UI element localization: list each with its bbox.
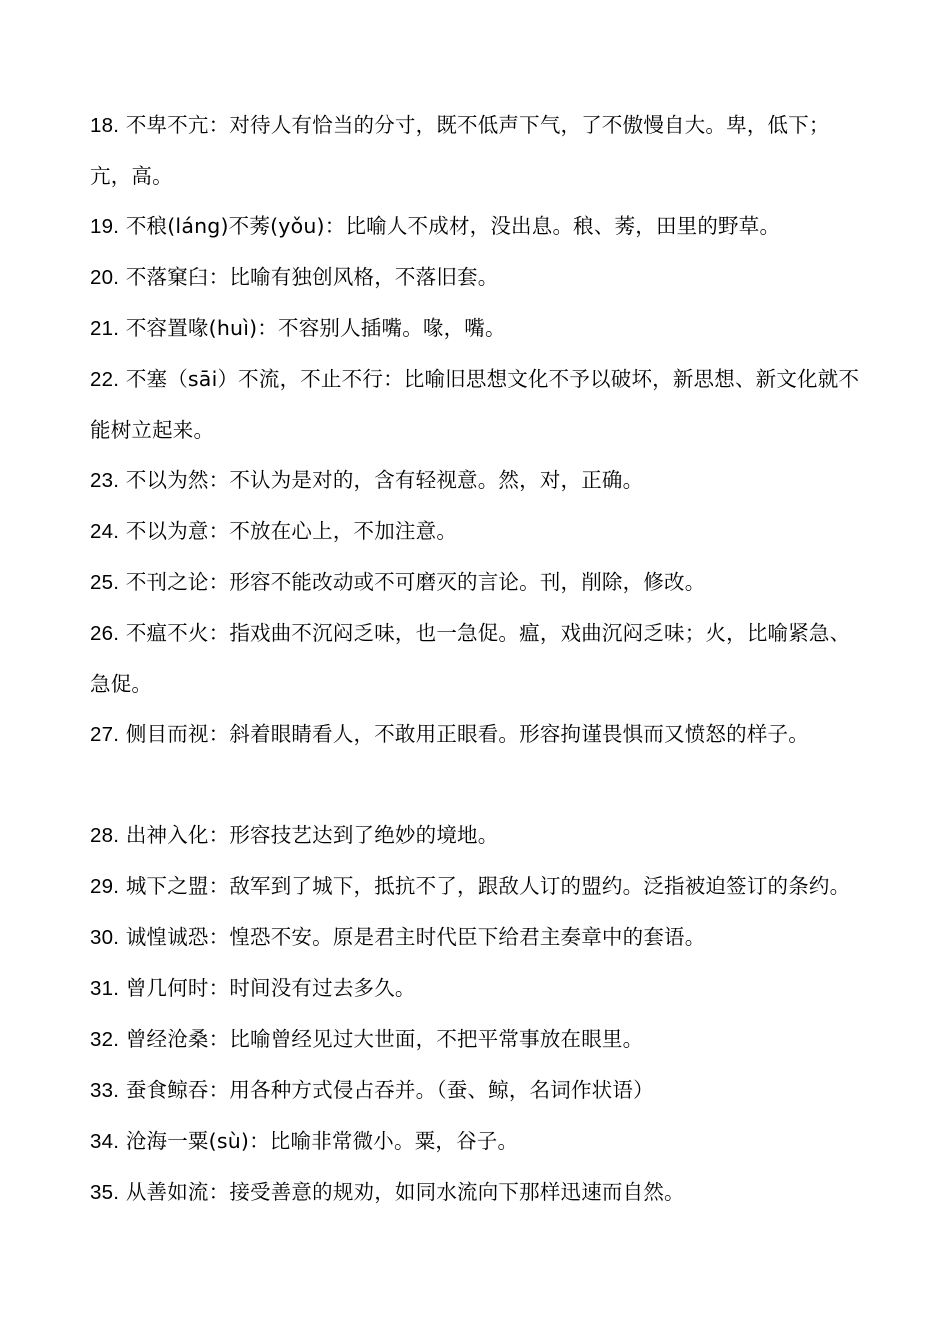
document-page xyxy=(90,100,860,1218)
entry-text: 不刊之论：形容不能改动或不可磨灭的言论。刊，削除，修改。 xyxy=(119,570,706,594)
entry-text: 不卑不亢：对待人有恰当的分寸，既不低声下气，了不傲慢自大。卑，低下；亢，高。 xyxy=(90,113,830,188)
entry-number: 27. xyxy=(90,723,120,746)
entry-text: 沧海一粟(sù)：比喻非常微小。粟，谷子。 xyxy=(119,1129,519,1153)
entry-number: 23. xyxy=(90,469,120,492)
entry-number: 32. xyxy=(90,1028,120,1051)
entry-number: 28. xyxy=(90,824,120,847)
entry-33 xyxy=(90,1065,860,1116)
entry-number: 22. xyxy=(90,368,120,391)
entry-23 xyxy=(90,455,860,506)
entry-number: 18. xyxy=(90,114,120,137)
entry-30 xyxy=(90,912,860,963)
entry-text: 不塞（sāi）不流，不止不行：比喻旧思想文化不予以破坏，新思想、新文化就不能树立起来。 xyxy=(90,367,860,442)
entry-text: 不落窠臼：比喻有独创风格，不落旧套。 xyxy=(119,265,499,289)
entry-text: 城下之盟：敌军到了城下，抵抗不了，跟敌人订的盟约。泛指被迫签订的条约。 xyxy=(119,874,851,898)
entry-21 xyxy=(90,303,860,354)
entry-text: 出神入化：形容技艺达到了绝妙的境地。 xyxy=(119,823,499,847)
entry-22 xyxy=(90,354,860,455)
entry-number: 20. xyxy=(90,266,120,289)
entry-number: 29. xyxy=(90,875,120,898)
entry-text: 曾几何时：时间没有过去多久。 xyxy=(119,976,416,1000)
entry-number: 34. xyxy=(90,1130,120,1153)
entry-32 xyxy=(90,1014,860,1065)
entry-text: 蚕食鲸吞：用各种方式侵占吞并。（蚕、鲸，名词作状语） xyxy=(119,1078,654,1102)
entry-text: 从善如流：接受善意的规劝，如同水流向下那样迅速而自然。 xyxy=(119,1180,685,1204)
entry-number: 31. xyxy=(90,977,120,1000)
entry-text: 不稂(láng)不莠(yǒu)：比喻人不成材，没出息。稂、莠，田里的野草。 xyxy=(119,214,781,238)
entry-24 xyxy=(90,506,860,557)
entry-number: 33. xyxy=(90,1079,120,1102)
entry-31 xyxy=(90,963,860,1014)
entry-number: 24. xyxy=(90,520,120,543)
entry-number: 26. xyxy=(90,622,120,645)
entry-35 xyxy=(90,1167,860,1218)
entry-number: 30. xyxy=(90,926,120,949)
entry-text: 曾经沧桑：比喻曾经见过大世面，不把平常事放在眼里。 xyxy=(119,1027,644,1051)
entry-number: 19. xyxy=(90,215,120,238)
entry-34 xyxy=(90,1116,860,1167)
entry-text: 不瘟不火：指戏曲不沉闷乏味，也一急促。瘟，戏曲沉闷乏味；火，比喻紧急、急促。 xyxy=(90,621,851,696)
entry-26 xyxy=(90,608,860,709)
entry-25 xyxy=(90,557,860,608)
entry-text: 不容置喙(huì)：不容别人插嘴。喙，嘴。 xyxy=(119,316,506,340)
entry-27 xyxy=(90,709,860,760)
entry-text: 不以为意：不放在心上，不加注意。 xyxy=(119,519,458,543)
blank-line xyxy=(90,760,860,810)
entry-number: 35. xyxy=(90,1181,120,1204)
entry-text: 不以为然：不认为是对的，含有轻视意。然，对，正确。 xyxy=(119,468,644,492)
entry-text: 侧目而视：斜着眼睛看人，不敢用正眼看。形容拘谨畏惧而又愤怒的样子。 xyxy=(119,722,809,746)
entry-text: 诚惶诚恐：惶恐不安。原是君主时代臣下给君主奏章中的套语。 xyxy=(119,925,706,949)
entry-19 xyxy=(90,201,860,252)
entry-29 xyxy=(90,861,860,912)
entry-number: 21. xyxy=(90,317,120,340)
entry-28 xyxy=(90,810,860,861)
entry-18 xyxy=(90,100,860,201)
entry-number: 25. xyxy=(90,571,120,594)
entry-20 xyxy=(90,252,860,303)
